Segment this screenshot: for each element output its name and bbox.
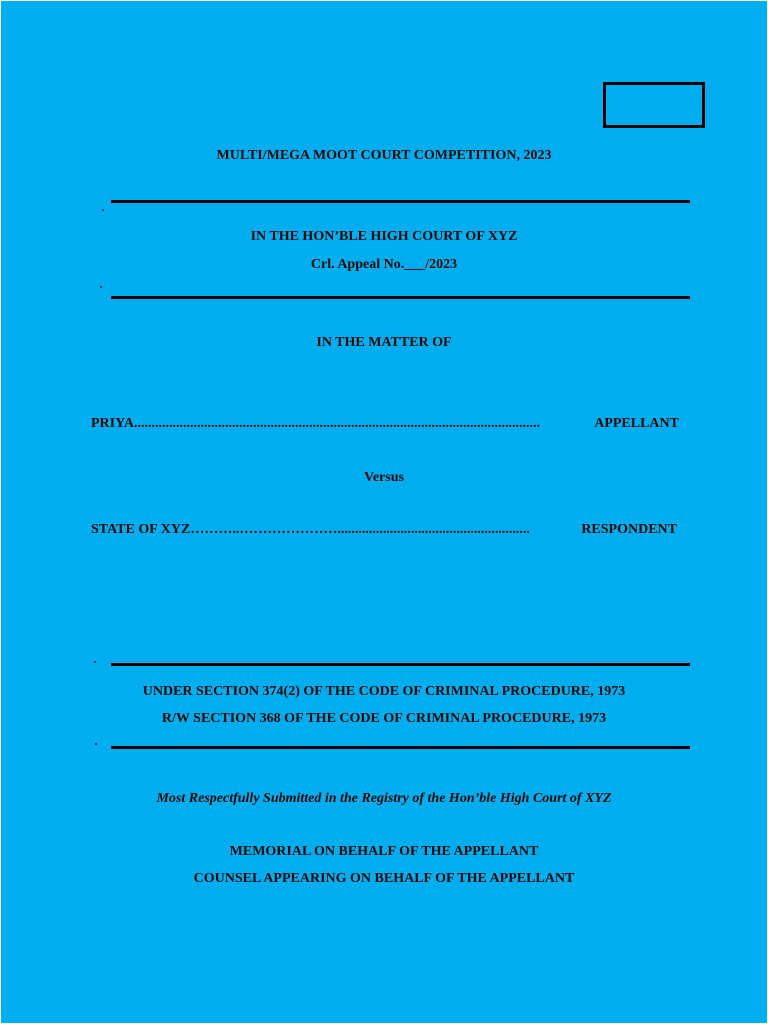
team-code-box xyxy=(603,82,705,128)
matter-heading: IN THE MATTER OF xyxy=(316,335,452,350)
rule-marker-dot xyxy=(94,661,96,663)
appellant-role: APPELLANT xyxy=(594,416,679,431)
divider-rule xyxy=(111,200,690,203)
rule-marker-dot xyxy=(100,286,102,288)
court-name: IN THE HON’BLE HIGH COURT OF XYZ xyxy=(250,229,518,244)
appellant-leader-dots: .................................................................................................................... xyxy=(134,416,541,431)
divider-rule xyxy=(111,746,690,749)
rule-marker-dot xyxy=(95,743,97,745)
divider-rule xyxy=(111,663,690,666)
section-line-2: R/W SECTION 368 OF THE CODE OF CRIMINAL PROCEDURE, 1973 xyxy=(161,711,607,726)
submission-note: Most Respectfully Submitted in the Registry of the Hon’ble High Court of XYZ xyxy=(156,791,612,806)
rule-marker-dot xyxy=(102,209,104,211)
competition-title: MULTI/MEGA MOOT COURT COMPETITION, 2023 xyxy=(216,148,552,163)
versus-label: Versus xyxy=(364,470,404,485)
memorial-cover-page xyxy=(1,1,767,1023)
divider-rule xyxy=(111,296,690,299)
respondent-line xyxy=(91,522,677,538)
counsel-line: COUNSEL APPEARING ON BEHALF OF THE APPELLANT xyxy=(193,871,575,886)
respondent-name: STATE OF XYZ xyxy=(91,522,191,537)
respondent-role: RESPONDENT xyxy=(581,522,677,537)
respondent-leader-dots: ………..…………………....................................................... xyxy=(190,522,530,537)
section-line-1: UNDER SECTION 374(2) OF THE CODE OF CRIMINAL PROCEDURE, 1973 xyxy=(142,684,626,699)
appellant-name: PRIYA xyxy=(91,416,135,431)
appellant-line xyxy=(91,416,679,432)
memorial-line: MEMORIAL ON BEHALF OF THE APPELLANT xyxy=(229,844,539,859)
case-number: Crl. Appeal No.___/2023 xyxy=(310,257,458,272)
